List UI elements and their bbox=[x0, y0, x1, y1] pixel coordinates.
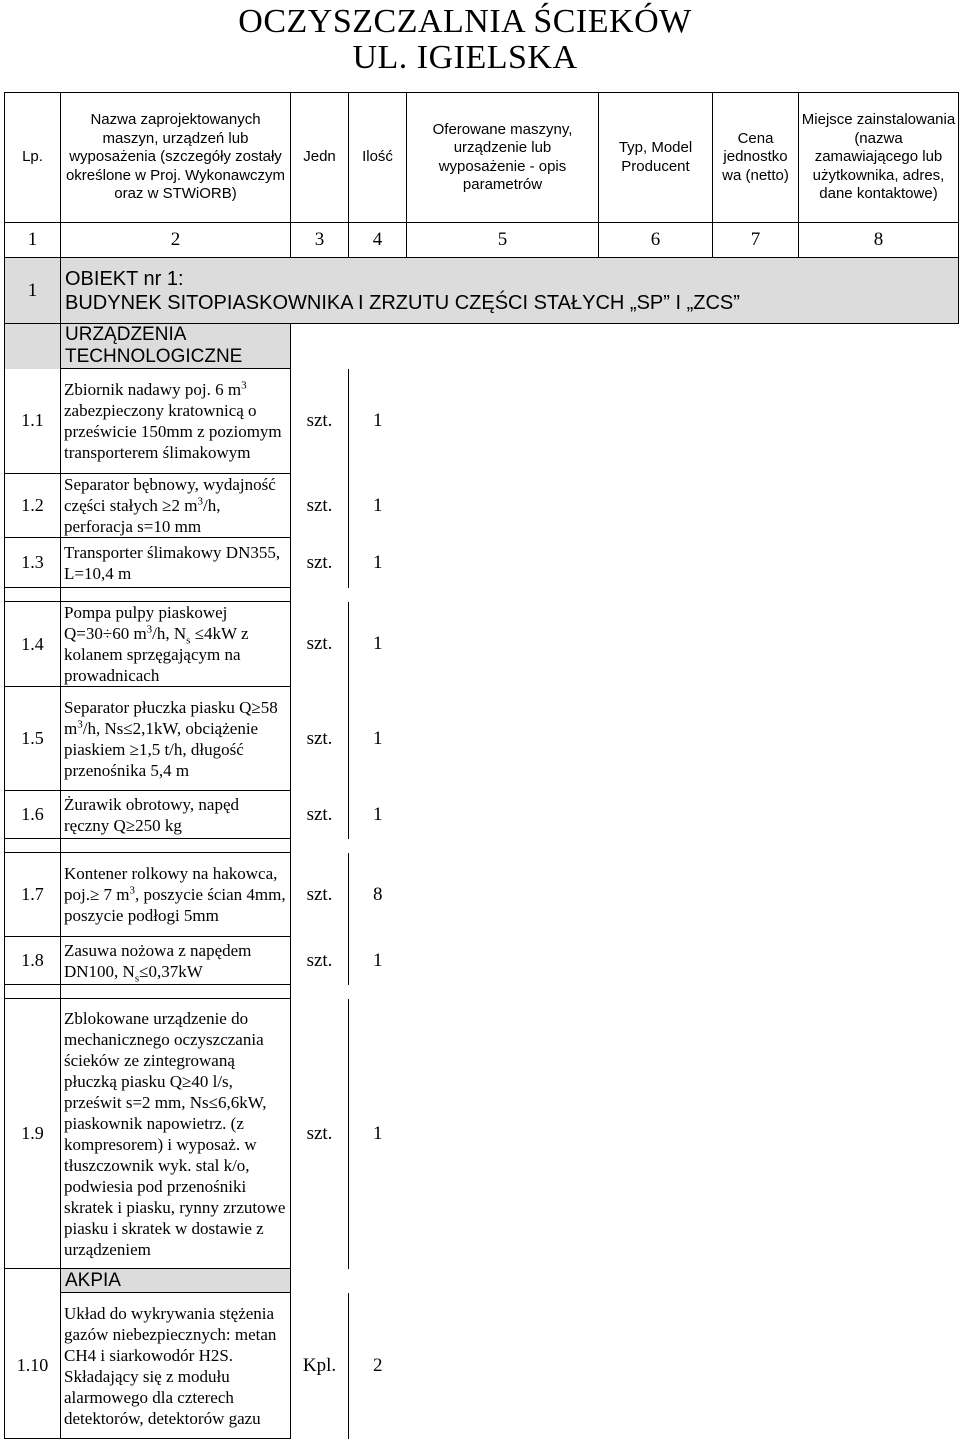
row-description: Układ do wykrywania stężenia gazów niebezpiecznych: metan CH4 i siarkowodór H2S. Składający się z modułu alarmowego dla czterech detektorów, detektorów gazu bbox=[61, 1293, 291, 1439]
row-lp: 1.5 bbox=[5, 687, 61, 791]
row-qty: 1 bbox=[373, 949, 383, 971]
header-ilosc: Ilość bbox=[349, 93, 407, 223]
row-unit: szt. bbox=[291, 474, 349, 538]
header-offered: Oferowane maszyny, urządzenie lub wyposażenie - opis parametrów bbox=[407, 93, 599, 223]
row-qty: 1 bbox=[373, 727, 383, 749]
column-number: 2 bbox=[61, 223, 291, 258]
row-description: Transporter ślimakowy DN355, L=10,4 m bbox=[61, 538, 291, 588]
row-qty: 2 bbox=[373, 1354, 383, 1376]
object-title-line1: OBIEKT nr 1: bbox=[65, 267, 184, 290]
row-description: Żurawik obrotowy, napęd ręczny Q≥250 kg bbox=[61, 791, 291, 839]
table-row bbox=[5, 937, 959, 985]
row-description: Pompa pulpy piaskowej Q=30÷60 $m^3/h$, $N_s \le 4kW$ z kolanem sprzęgającym na prowadnicach bbox=[61, 602, 291, 687]
row-qty: 1 bbox=[373, 1122, 383, 1144]
row-lp: 1.6 bbox=[5, 791, 61, 839]
row-lp: 1.2 bbox=[5, 474, 61, 538]
row-lp: 1.3 bbox=[5, 538, 61, 588]
row-description: Zblokowane urządzenie do mechanicznego oczyszczania ścieków ze zintegrowaną płuczką piasku Q≥40 l/s, prześwit s=2 mm, Ns≤6,6kW, piaskownik napowietrz. (z kompresorem) i wyposaż. w tłuszczownik wyk. stal k/o, podwiesia pod przenośniki skratek i piasku, rynny zrzutowe piasku i skratek w dostawie z urządzeniem bbox=[61, 999, 291, 1269]
object-row bbox=[5, 258, 959, 324]
table-row bbox=[5, 602, 959, 687]
row-lp: 1.4 bbox=[5, 602, 61, 687]
row-unit: szt. bbox=[291, 602, 349, 687]
column-number: 8 bbox=[799, 223, 959, 258]
column-number: 4 bbox=[349, 223, 407, 258]
row-description: Kontener rolkowy na hakowca, poj.≥ 7 $m^3$, poszycie ścian 4mm, poszycie podłogi 5mm bbox=[61, 853, 291, 937]
column-number-row bbox=[5, 223, 959, 258]
table-row bbox=[5, 791, 959, 839]
row-qty: 1 bbox=[373, 410, 383, 431]
column-number: 1 bbox=[5, 223, 61, 258]
group-label-akpia: AKPIA bbox=[61, 1269, 291, 1293]
table-header-row bbox=[5, 93, 959, 223]
table-row bbox=[5, 999, 959, 1269]
table-row bbox=[5, 538, 959, 588]
equipment-table bbox=[4, 92, 959, 1439]
row-lp: 1.7 bbox=[5, 853, 61, 937]
row-qty: 1 bbox=[373, 494, 383, 516]
row-qty: 1 bbox=[373, 633, 383, 654]
table-row bbox=[5, 687, 959, 791]
group-row-technological bbox=[5, 324, 959, 369]
row-lp: 1.9 bbox=[5, 999, 61, 1269]
row-qty: 8 bbox=[373, 883, 383, 905]
table-row bbox=[5, 474, 959, 538]
row-description: Separator bębnowy, wydajność części stałych ≥2 $m^3/h$, perforacja s=10 mm bbox=[61, 474, 291, 538]
row-description: Separator płuczka piasku Q≥58 $m^3/h$, Ns≤2,1kW, obciążenie piaskiem ≥1,5 t/h, długość przenośnika 5,4 m bbox=[61, 687, 291, 791]
document-title-line2: UL. IGIELSKA bbox=[352, 39, 578, 76]
row-lp: 1.10 bbox=[5, 1293, 61, 1439]
header-jedn: Jedn bbox=[291, 93, 349, 223]
document-title-line1: OCZYSZCZALNIA ŚCIEKÓW bbox=[238, 3, 692, 40]
row-qty: 1 bbox=[373, 803, 383, 825]
row-unit: szt. bbox=[291, 937, 349, 985]
column-number: 7 bbox=[713, 223, 799, 258]
group-row-akpia bbox=[5, 1269, 959, 1293]
column-number: 3 bbox=[291, 223, 349, 258]
object-lp: 1 bbox=[5, 258, 61, 324]
row-unit: szt. bbox=[291, 999, 349, 1269]
row-unit: szt. bbox=[291, 791, 349, 839]
column-number: 6 bbox=[599, 223, 713, 258]
header-type: Typ, Model Producent bbox=[599, 93, 713, 223]
header-place: Miejsce zainstalowania (nazwa zamawiającego lub użytkownika, adres, dane kontaktowe) bbox=[799, 93, 959, 223]
row-unit: Kpl. bbox=[291, 1293, 349, 1439]
object-title bbox=[61, 258, 959, 324]
table-row bbox=[5, 1293, 959, 1439]
header-price: Cena jednostko wa (netto) bbox=[713, 93, 799, 223]
row-description: Zbiornik nadawy poj. 6 $m^3$ zabezpieczony kratownicą o prześwicie 150mm z poziomym transporterem ślimakowym bbox=[61, 369, 291, 474]
column-number: 5 bbox=[407, 223, 599, 258]
row-unit: szt. bbox=[291, 853, 349, 937]
row-unit: szt. bbox=[291, 369, 349, 474]
object-title-line2: BUDYNEK SITOPIASKOWNIKA I ZRZUTU CZĘŚCI STAŁYCH „SP” I „ZCS” bbox=[65, 291, 740, 314]
group-label-technological: URZĄDZENIA TECHNOLOGICZNE bbox=[61, 324, 291, 369]
header-lp: Lp. bbox=[5, 93, 61, 223]
row-unit: szt. bbox=[291, 538, 349, 588]
table-row bbox=[5, 369, 959, 474]
row-description: Zasuwa nożowa z napędem DN100, $N_s\le 0,37kW$ bbox=[61, 937, 291, 985]
header-name: Nazwa zaprojektowanych maszyn, urządzeń lub wyposażenia (szczegóły zostały określone w Proj. Wykonawczym oraz w STWiORB) bbox=[61, 93, 291, 223]
row-unit: szt. bbox=[291, 687, 349, 791]
row-qty: 1 bbox=[373, 551, 383, 573]
table-row bbox=[5, 853, 959, 937]
row-lp: 1.8 bbox=[5, 937, 61, 985]
row-lp: 1.1 bbox=[5, 369, 61, 474]
